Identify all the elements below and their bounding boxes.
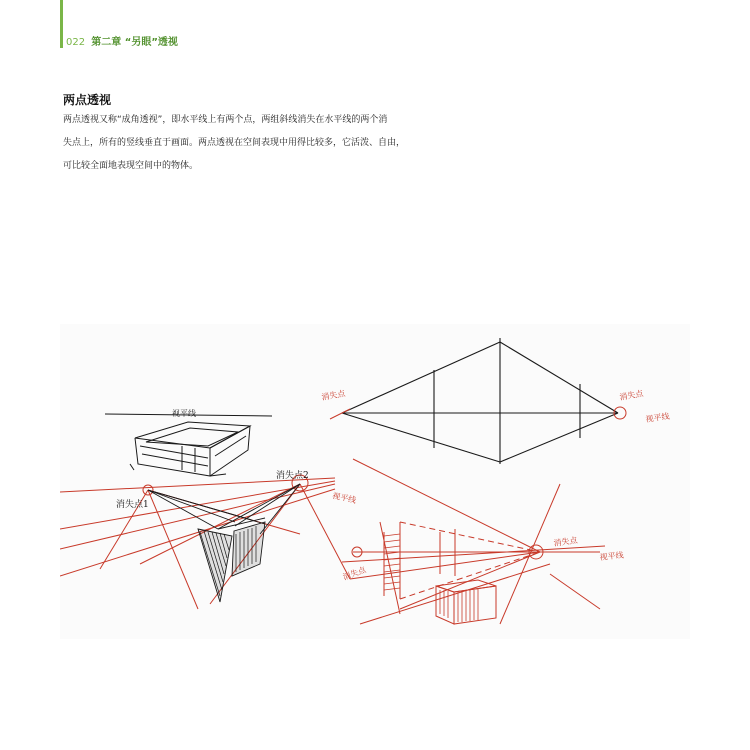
label-diamond-vp-left: 消失点 bbox=[320, 388, 346, 402]
label-diamond-vp-right: 消失点 bbox=[618, 388, 644, 402]
body-line-1: 两点透视又称“成角透视”，即水平线上有两个点，两组斜线消失在水平线的两个消 bbox=[63, 115, 388, 125]
label-horizon-top: 视平线 bbox=[172, 409, 196, 418]
body-paragraph bbox=[63, 109, 443, 178]
chapter-title: 第二章 “另眼”透视 bbox=[91, 37, 178, 48]
sketch-svg bbox=[60, 324, 690, 639]
perspective-sketch-figure bbox=[60, 324, 690, 639]
header-accent-bar bbox=[60, 0, 63, 48]
label-room-vp-right: 消失点 bbox=[553, 535, 579, 548]
label-horizon-left: 视平线 bbox=[331, 491, 357, 505]
section-title: 两点透视 bbox=[63, 93, 112, 107]
label-room-vp-left: 消失点 bbox=[341, 565, 368, 582]
running-header bbox=[66, 33, 178, 48]
diamond-diagram bbox=[342, 338, 618, 464]
box-sketch bbox=[105, 414, 272, 476]
label-diamond-horizon: 视平线 bbox=[645, 411, 671, 424]
label-vp2: 消失点2 bbox=[276, 471, 309, 481]
label-room-horizon: 视平线 bbox=[599, 550, 625, 562]
room-hatching bbox=[384, 534, 478, 622]
page-number: 022 bbox=[66, 37, 86, 48]
body-line-2: 失点上，所有的竖线垂直于画面。两点透视在空间表现中用得比较多，它活泼、自由， bbox=[63, 138, 406, 148]
label-vp1: 消失点1 bbox=[116, 500, 149, 510]
body-line-3: 可比较全面地表现空间中的物体。 bbox=[63, 161, 199, 171]
